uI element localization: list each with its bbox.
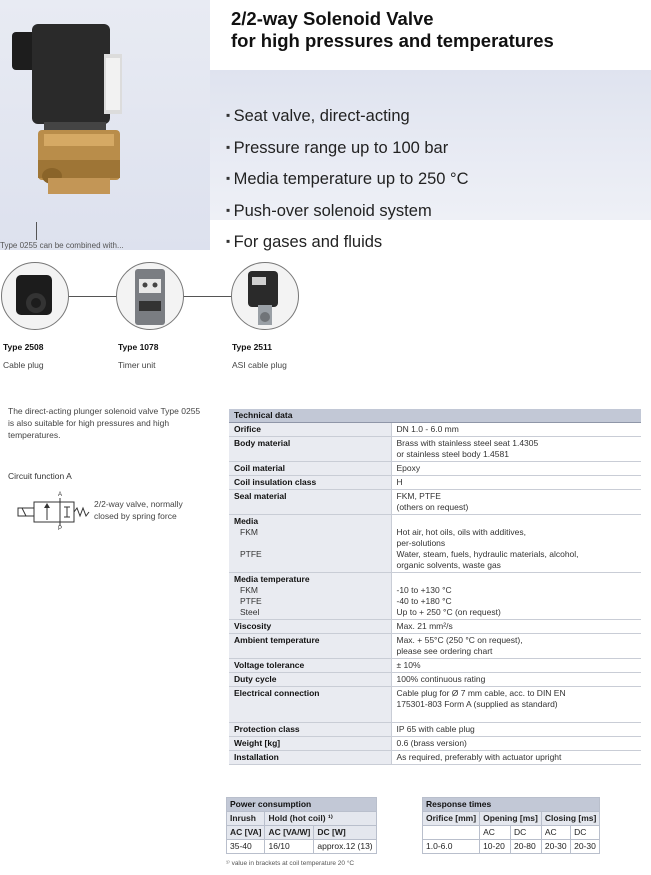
connector-line bbox=[36, 222, 37, 240]
power-col-header: AC [VA/W] bbox=[265, 826, 314, 840]
tech-key: Voltage tolerance bbox=[229, 659, 391, 673]
accessory-desc: Cable plug bbox=[3, 360, 44, 370]
tech-value: Brass with stainless steel seat 1.4305 or stainless steel body 1.4581 bbox=[391, 437, 641, 462]
tech-key: Duty cycle bbox=[229, 673, 391, 687]
tech-value: 100% continuous rating bbox=[391, 673, 641, 687]
feature-item: ▪ Pressure range up to 100 bar bbox=[226, 132, 469, 164]
technical-data-table bbox=[229, 409, 641, 765]
accessory-name: Type 1078 bbox=[118, 342, 159, 352]
port-a-label: A bbox=[58, 492, 63, 498]
response-table-title: Response times bbox=[423, 798, 600, 812]
accessory-desc: ASI cable plug bbox=[232, 360, 287, 370]
feature-item: ▪ Media temperature up to 250 °C bbox=[226, 163, 469, 195]
tech-value: H bbox=[391, 476, 641, 490]
power-value: 35-40 bbox=[227, 840, 265, 854]
intro-text: The direct-acting plunger solenoid valve Type 0255 is also suitable for high pressures and high temperatures. bbox=[8, 406, 201, 440]
tech-key: Media FKM PTFE bbox=[229, 515, 391, 573]
response-orifice-header: Orifice [mm] bbox=[423, 812, 480, 826]
port-p-label: P bbox=[58, 526, 63, 532]
response-closing-header: Closing [ms] bbox=[541, 812, 599, 826]
response-opening-header: Opening [ms] bbox=[480, 812, 542, 826]
tech-key: Orifice bbox=[229, 423, 391, 437]
tech-key: Coil material bbox=[229, 462, 391, 476]
tech-value: 0.6 (brass version) bbox=[391, 737, 641, 751]
footnote: ¹⁾ value in brackets at coil temperature 20 °C bbox=[226, 860, 355, 867]
tech-value: FKM, PTFE (others on request) bbox=[391, 490, 641, 515]
accessory-asi-cable-plug-image bbox=[231, 262, 299, 330]
response-col-header: DC bbox=[571, 826, 600, 840]
tech-value: DN 1.0 - 6.0 mm bbox=[391, 423, 641, 437]
feature-list bbox=[226, 100, 469, 258]
title-line-2: for high pressures and temperatures bbox=[231, 30, 554, 51]
solenoid-valve-image bbox=[10, 22, 130, 202]
response-value: 20-80 bbox=[510, 840, 541, 854]
tech-key: Seal material bbox=[229, 490, 391, 515]
tech-value: Cable plug for Ø 7 mm cable, acc. to DIN EN 175301-803 Form A (supplied as standard) bbox=[391, 687, 641, 723]
tech-value: IP 65 with cable plug bbox=[391, 723, 641, 737]
power-hold-header: Hold (hot coil) ¹⁾ bbox=[265, 812, 376, 826]
tech-key: Installation bbox=[229, 751, 391, 765]
response-value: 20-30 bbox=[541, 840, 570, 854]
tech-key: Media temperature FKM PTFE Steel bbox=[229, 573, 391, 620]
tech-value: Hot air, hot oils, oils with additives, per-solutions Water, steam, fuels, hydraulic materials, alcohol, organic solvents, waste gas bbox=[391, 515, 641, 573]
tech-value: Max. + 55°C (250 °C on request), please see ordering chart bbox=[391, 634, 641, 659]
response-times-table bbox=[422, 797, 600, 854]
response-col-header: DC bbox=[510, 826, 541, 840]
response-col-header: AC bbox=[541, 826, 570, 840]
tech-value: As required, preferably with actuator upright bbox=[391, 751, 641, 765]
response-col-header: AC bbox=[480, 826, 511, 840]
tech-value: Max. 21 mm²/s bbox=[391, 620, 641, 634]
title-line-1: 2/2-way Solenoid Valve bbox=[231, 8, 434, 29]
power-inrush-header: Inrush bbox=[227, 812, 265, 826]
circuit-symbol-icon bbox=[14, 488, 92, 532]
accessory-timer-unit-image bbox=[116, 262, 184, 330]
response-value: 10-20 bbox=[480, 840, 511, 854]
accessory-desc: Timer unit bbox=[118, 360, 156, 370]
accessory-name: Type 2511 bbox=[232, 342, 273, 352]
power-table-title: Power consumption bbox=[227, 798, 377, 812]
tech-key: Electrical connection bbox=[229, 687, 391, 723]
power-consumption-table bbox=[226, 797, 377, 854]
power-col-header: AC [VA] bbox=[227, 826, 265, 840]
tech-value: -10 to +130 °C -40 to +180 °C Up to + 250 °C (on request) bbox=[391, 573, 641, 620]
circuit-title: Circuit function A bbox=[8, 471, 72, 481]
accessory-cable-plug-image bbox=[1, 262, 69, 330]
tech-table-header: Technical data bbox=[229, 409, 641, 423]
response-value: 1.0-6.0 bbox=[423, 840, 480, 854]
feature-item: ▪ Push-over solenoid system bbox=[226, 195, 469, 227]
circuit-description: 2/2-way valve, normally closed by spring force bbox=[94, 499, 183, 521]
tech-value: ± 10% bbox=[391, 659, 641, 673]
tech-value: Epoxy bbox=[391, 462, 641, 476]
tech-key: Coil insulation class bbox=[229, 476, 391, 490]
tech-key: Weight [kg] bbox=[229, 737, 391, 751]
page-title bbox=[231, 8, 554, 52]
tech-key: Ambient temperature bbox=[229, 634, 391, 659]
tech-key: Body material bbox=[229, 437, 391, 462]
feature-item: ▪ For gases and fluids bbox=[226, 226, 469, 258]
tech-key: Viscosity bbox=[229, 620, 391, 634]
response-empty-cell bbox=[423, 826, 480, 840]
feature-item: ▪ Seat valve, direct-acting bbox=[226, 100, 469, 132]
power-value: approx.12 (13) bbox=[314, 840, 376, 854]
power-value: 16/10 bbox=[265, 840, 314, 854]
power-col-header: DC [W] bbox=[314, 826, 376, 840]
combined-with-text: Type 0255 can be combined with... bbox=[0, 241, 124, 250]
accessory-name: Type 2508 bbox=[3, 342, 44, 352]
tech-key: Protection class bbox=[229, 723, 391, 737]
response-value: 20-30 bbox=[571, 840, 600, 854]
